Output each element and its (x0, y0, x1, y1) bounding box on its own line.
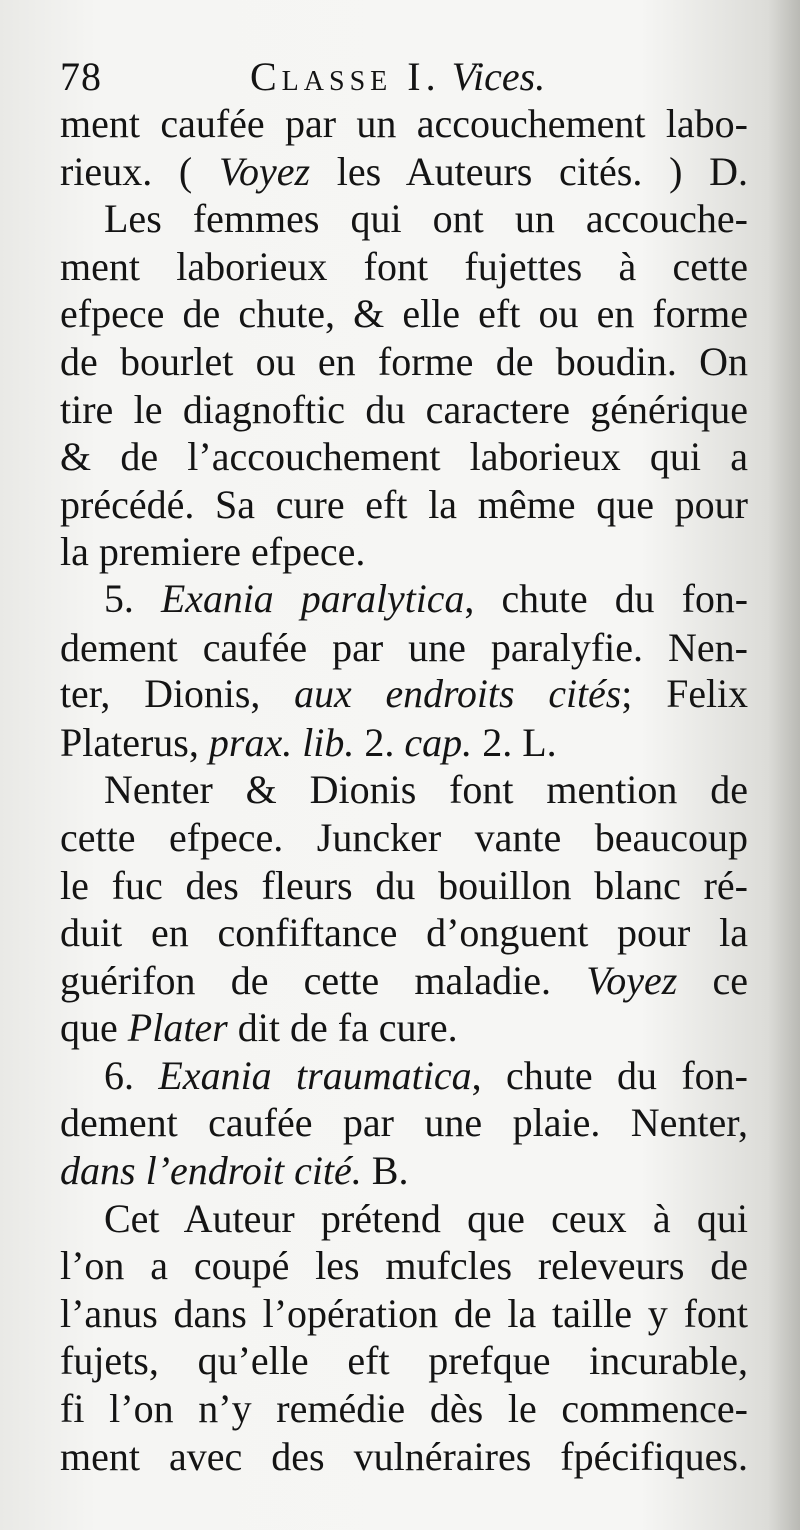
text-line: le fuc des fleurs du bouillon blanc ré- (60, 862, 748, 908)
text-line: Platerus, prax. lib. 2. cap. 2. L. (60, 719, 557, 765)
text-line: ment avec des vulnéraires fpécifiques. (60, 1433, 748, 1479)
text-line: & de l’accouchement laborieux qui a (60, 434, 748, 480)
text-line: dement caufée par une plaie. Nenter, (60, 1100, 748, 1146)
text-line: la premiere efpece. (60, 529, 366, 575)
text-line: 6. Exania traumatica, chute du fon- (104, 1052, 748, 1098)
body-text (60, 100, 748, 1480)
text-line: dement caufée par une paralyfie. Nen- (60, 624, 748, 670)
text-line: dans l’endroit cité. B. (60, 1148, 409, 1194)
text-line: ment laborieux font fujettes à cette (60, 243, 748, 289)
running-title (250, 52, 545, 102)
page-header (60, 52, 760, 102)
text-line: ment caufée par un accouchement labo- (60, 101, 748, 146)
text-line: ter, Dionis, aux endroits cités; Felix (60, 672, 748, 717)
text-line: guérifon de cette maladie. Voyez ce (60, 957, 748, 1003)
text-line: l’on a coupé les mufcles releveurs de (60, 1243, 748, 1289)
text-line: duit en confiftance d’onguent pour la (60, 910, 748, 956)
text-line: efpece de chute, & elle eft ou en forme (60, 291, 748, 337)
text-line: que Plater dit de fa cure. (60, 1005, 458, 1051)
text-line: de bourlet ou en forme de boudin. On (60, 338, 748, 384)
running-title-class: Classe I. (250, 54, 441, 99)
text-line: précédé. Sa cure eft la même que pour (60, 481, 748, 527)
text-line: rieux. ( Voyez les Auteurs cités. ) D. (60, 148, 748, 194)
text-line: cette efpece. Juncker vante beaucoup (60, 814, 748, 860)
page-number: 78 (60, 54, 102, 99)
text-line: l’anus dans l’opération de la taille y font (60, 1290, 748, 1336)
running-title-section: Vices. (451, 54, 546, 99)
text-line: 5. Exania paralytica, chute du fon- (104, 576, 748, 621)
text-line: fujets, qu’elle eft prefque incurable, (60, 1338, 748, 1384)
text-line: tire le diagnoftic du caractere générique (60, 386, 748, 432)
text-line: fi l’on n’y remédie dès le commence- (60, 1386, 748, 1432)
text-line: Nenter & Dionis font mention de (104, 767, 748, 813)
text-line: Les femmes qui ont un accouche- (104, 196, 748, 242)
text-line: Cet Auteur prétend que ceux à qui (104, 1195, 748, 1241)
